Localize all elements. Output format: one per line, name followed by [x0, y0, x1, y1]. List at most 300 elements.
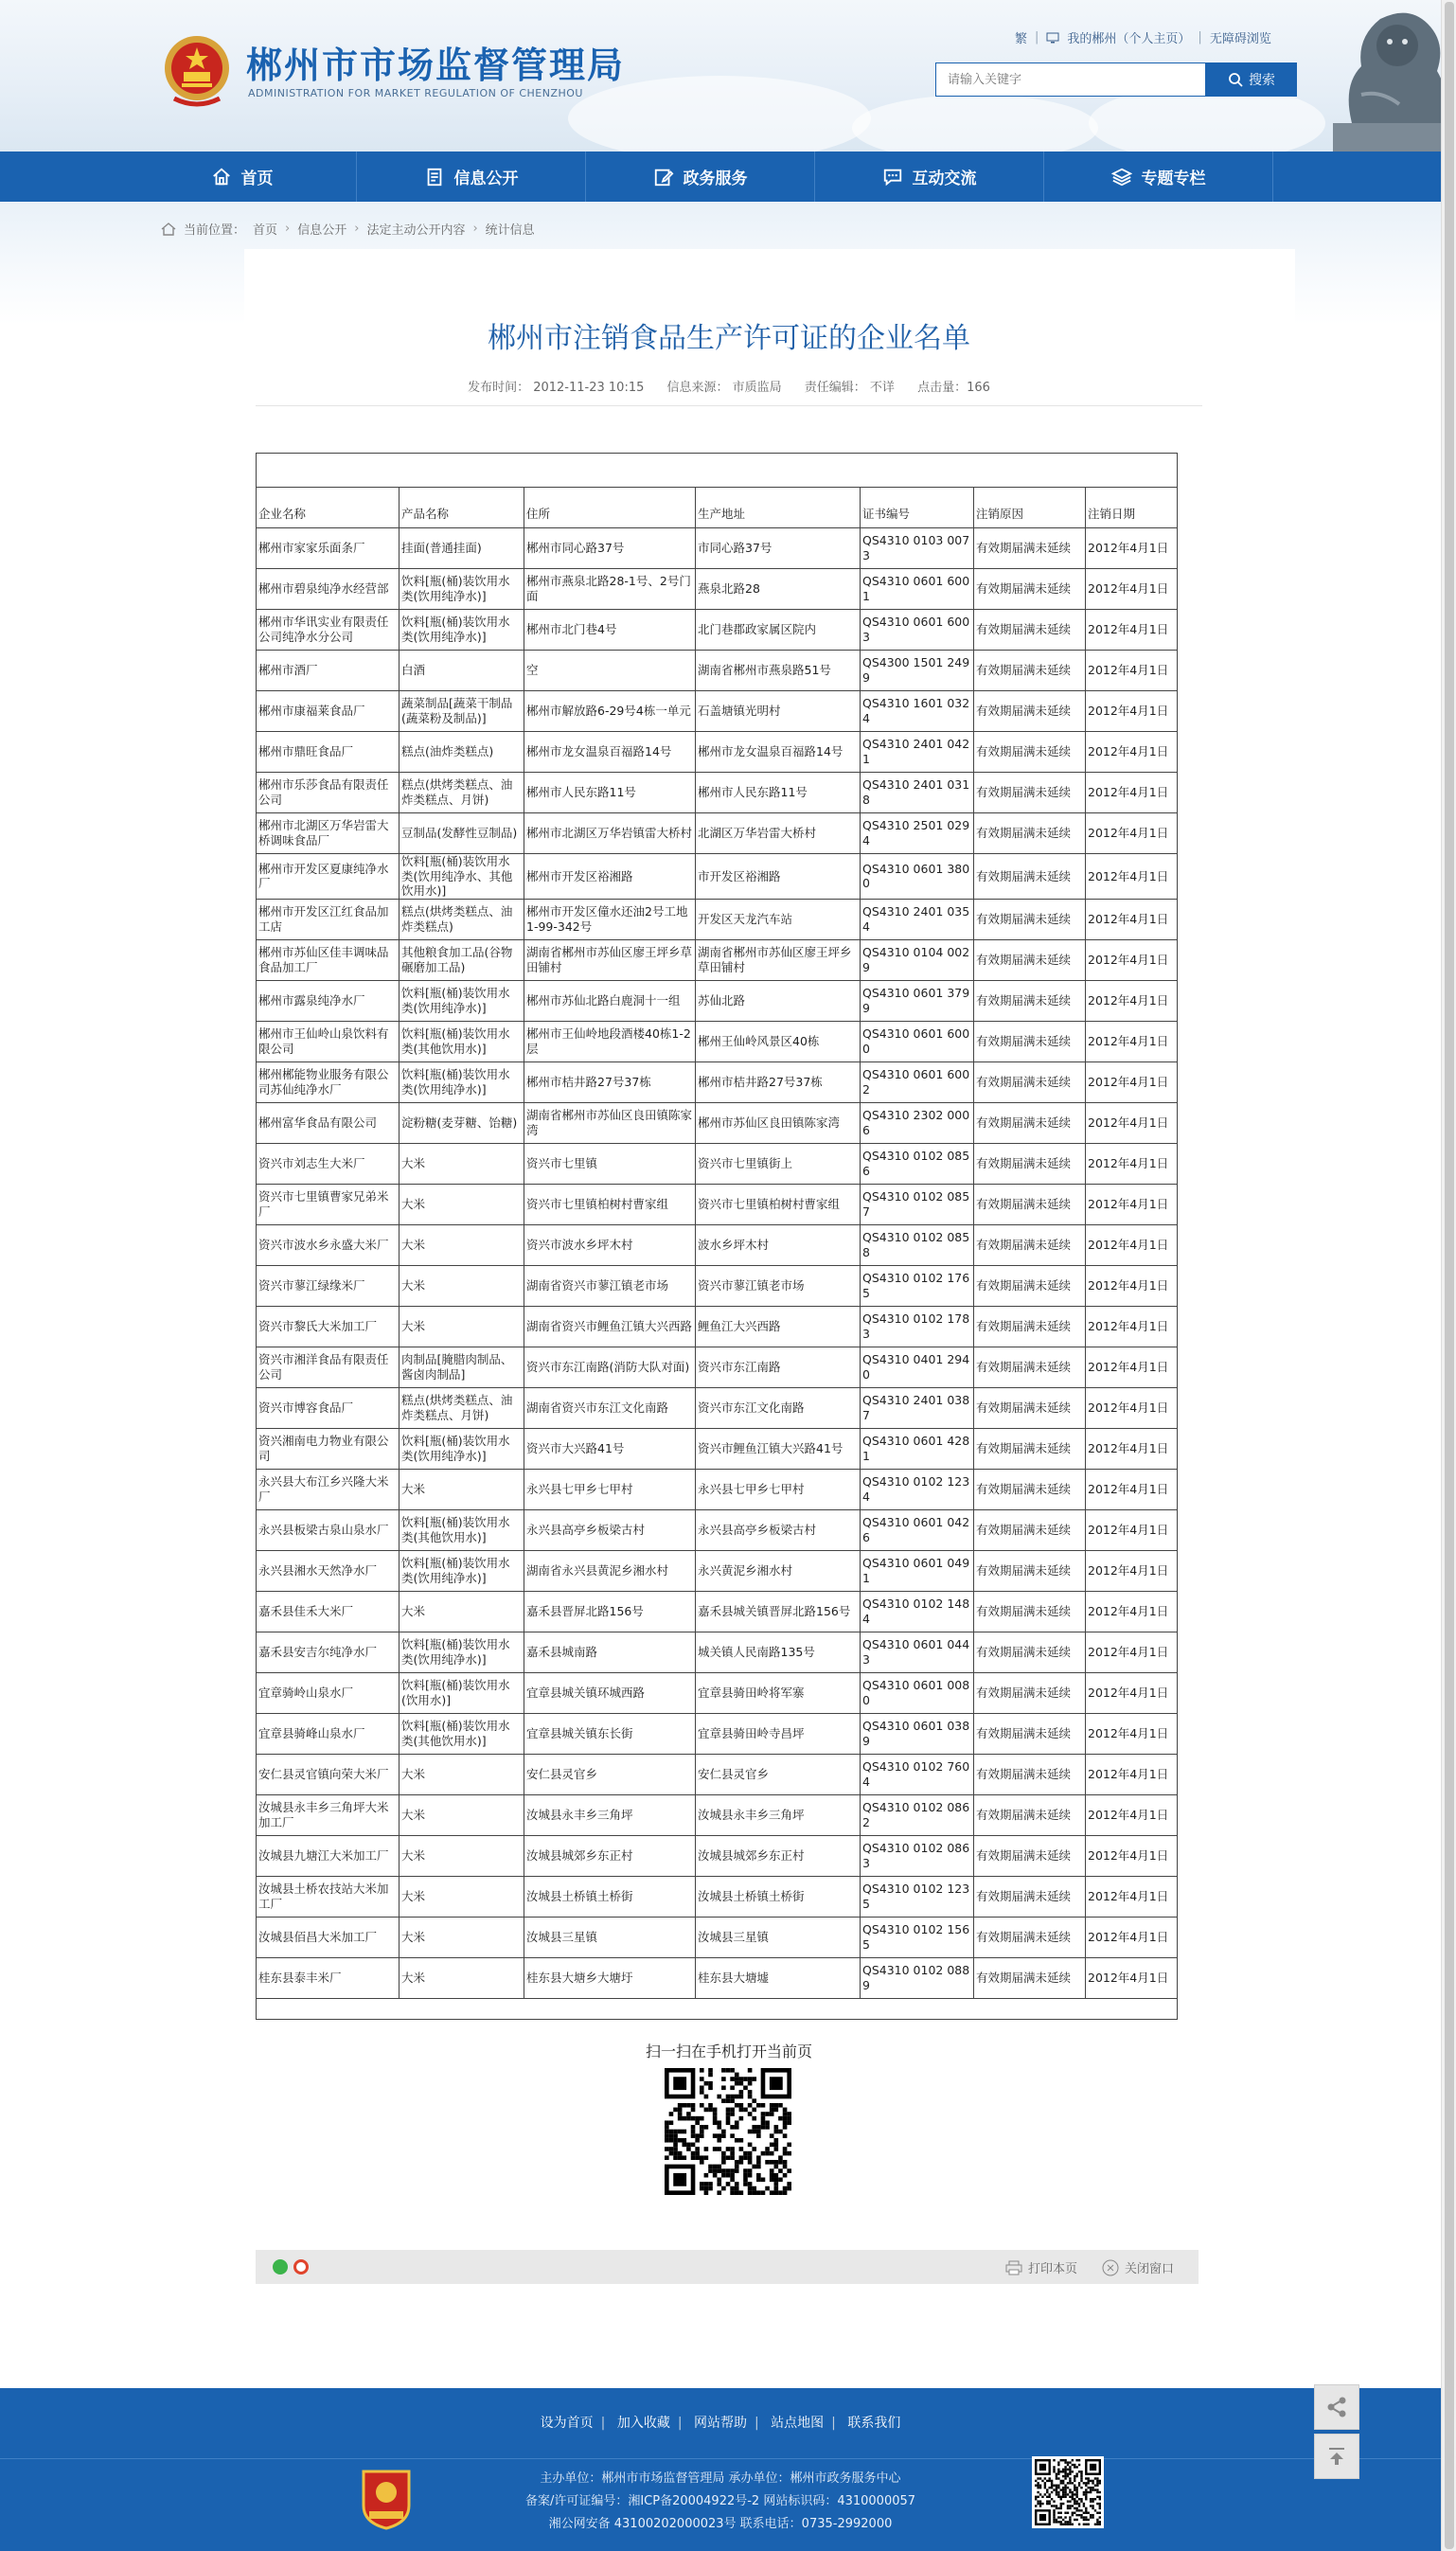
printer-icon: [1005, 2260, 1022, 2275]
site-header: [0, 0, 1456, 152]
table-cell: 郴州市家家乐面条厂: [257, 528, 400, 569]
national-emblem-icon: [161, 32, 233, 110]
table-cell: 饮料[瓶(桶)装饮用水类(饮用纯净水、其他饮用水)]: [400, 854, 524, 900]
table-cell: 资兴市七里镇柏树村曹家组: [524, 1184, 696, 1224]
table-cell: 有效期届满未延续: [974, 1347, 1086, 1387]
table-cell: 郴州市龙女温泉百福路14号: [524, 732, 696, 773]
table-cell: 郴州市解放路6-29号4栋一单元: [524, 691, 696, 732]
table-cell: 安仁县灵官乡: [696, 1754, 861, 1794]
table-cell: 大米: [400, 1591, 524, 1632]
table-row: [257, 1509, 1178, 1550]
table-cell: 2012年4月1日: [1086, 1061, 1178, 1102]
table-cell: 2012年4月1日: [1086, 1754, 1178, 1794]
table-cell: QS4310 2401 0387: [861, 1387, 974, 1428]
table-cell: 大米: [400, 1143, 524, 1184]
table-cell: 安仁县灵官乡: [524, 1754, 696, 1794]
table-cell: 2012年4月1日: [1086, 1224, 1178, 1265]
table-cell: 大米: [400, 1917, 524, 1957]
table-cell: 郴州市开发区僮水还油2号工地1-99-342号: [524, 899, 696, 939]
column-header: 住所: [524, 488, 696, 528]
site-subtitle: ADMINISTRATION FOR MARKET REGULATION OF CHENZHOU: [248, 87, 583, 99]
table-cell: 郴州市北门巷4号: [524, 610, 696, 651]
table-cell: 2012年4月1日: [1086, 899, 1178, 939]
nav-item-interaction[interactable]: [815, 152, 1044, 202]
table-cell: QS4310 2302 0006: [861, 1102, 974, 1143]
traditional-chinese-link[interactable]: 繁: [1015, 32, 1028, 46]
table-cell: 有效期届满未延续: [974, 813, 1086, 854]
table-cell: 郴州市北湖区万华岩镇雷大桥村: [524, 813, 696, 854]
table-cell: 资兴市七里镇柏树村曹家组: [696, 1184, 861, 1224]
table-cell: 有效期届满未延续: [974, 1794, 1086, 1835]
print-page-button[interactable]: [1005, 2258, 1077, 2276]
close-window-button[interactable]: [1102, 2258, 1174, 2276]
table-cell: QS4300 1501 2499: [861, 651, 974, 691]
breadcrumb-item-info[interactable]: 信息公开: [297, 223, 347, 238]
table-cell: 有效期届满未延续: [974, 1469, 1086, 1509]
article-title: 郴州市注销食品生产许可证的企业名单: [488, 322, 970, 355]
table-cell: 饮料[瓶(桶)装饮用水类(饮用纯净水)]: [400, 1632, 524, 1672]
table-cell: 郴州市华讯实业有限责任公司纯净水分公司: [257, 610, 400, 651]
accessibility-link[interactable]: 无障碍浏览: [1209, 32, 1271, 46]
table-header-row: [257, 488, 1178, 528]
table-cell: 大米: [400, 1224, 524, 1265]
table-cell: QS4310 0102 1484: [861, 1591, 974, 1632]
column-header: 产品名称: [400, 488, 524, 528]
table-cell: 2012年4月1日: [1086, 1917, 1178, 1957]
table-cell: QS4310 0103 0073: [861, 528, 974, 569]
home-icon: [161, 223, 176, 236]
column-header: 企业名称: [257, 488, 400, 528]
nav-item-home[interactable]: [128, 152, 357, 202]
table-cell: 资兴市波水乡永盛大米厂: [257, 1224, 400, 1265]
publish-time: 发布时间： 2012-11-23 10:15: [468, 381, 645, 395]
table-cell: 永兴黄泥乡湘水村: [696, 1550, 861, 1591]
table-row: [257, 1794, 1178, 1835]
table-cell: 2012年4月1日: [1086, 1672, 1178, 1713]
table-blank-row: [257, 454, 1178, 488]
table-cell: QS4310 0601 6001: [861, 569, 974, 610]
table-cell: 汝城县佰昌大米加工厂: [257, 1917, 400, 1957]
breadcrumb-separator: ›: [354, 222, 360, 236]
table-cell: 大米: [400, 1835, 524, 1876]
table-cell: QS4310 0104 0029: [861, 939, 974, 980]
table-cell: 有效期届满未延续: [974, 569, 1086, 610]
table-cell: 湖南省郴州市苏仙区廖王坪乡草田铺村: [696, 939, 861, 980]
search-button[interactable]: [1206, 62, 1297, 97]
table-cell: QS4310 0601 6003: [861, 610, 974, 651]
table-cell: QS4310 0102 0856: [861, 1143, 974, 1184]
table-cell: 糕点(烘烤类糕点、油炸类糕点、月饼): [400, 773, 524, 813]
table-row: [257, 1265, 1178, 1306]
table-row: [257, 610, 1178, 651]
table-cell: 资兴市七里镇: [524, 1143, 696, 1184]
table-cell: 饮料[瓶(桶)装饮用水类(其他饮用水)]: [400, 1021, 524, 1061]
table-cell: 饮料[瓶(桶)装饮用水类(其他饮用水)]: [400, 1509, 524, 1550]
table-cell: 桂东县大塘墟: [696, 1957, 861, 1998]
table-cell: QS4310 0102 1565: [861, 1917, 974, 1957]
table-row: [257, 1672, 1178, 1713]
footer-icp-info: 备案/许可证编号：湘ICP备20004922号-2 网站标识码：4310000057: [524, 2494, 916, 2508]
table-cell: 有效期届满未延续: [974, 854, 1086, 900]
table-cell: 郴州市碧泉纯净水经营部: [257, 569, 400, 610]
table-cell: 2012年4月1日: [1086, 1306, 1178, 1347]
table-cell: 汝城县土桥镇土桥街: [696, 1876, 861, 1917]
table-cell: 北湖区万华岩雷大桥村: [696, 813, 861, 854]
table-cell: 湖南省资兴市东江文化南路: [524, 1387, 696, 1428]
table-cell: 饮料[瓶(桶)装饮用水类(饮用纯净水)]: [400, 980, 524, 1021]
footer-police-info: 湘公网安备 43100202000023号 联系电话：0735-2992000: [548, 2517, 893, 2531]
table-cell: 有效期届满未延续: [974, 610, 1086, 651]
table-cell: 2012年4月1日: [1086, 569, 1178, 610]
nav-item-special-topics[interactable]: [1044, 152, 1273, 202]
search-input[interactable]: [935, 62, 1206, 97]
table-cell: QS4310 0601 0443: [861, 1632, 974, 1672]
stone-lion-icon: [1314, 0, 1456, 152]
nav-item-label: 政务服务: [683, 169, 748, 188]
table-cell: 2012年4月1日: [1086, 1835, 1178, 1876]
table-cell: 资兴市黎氏大米加工厂: [257, 1306, 400, 1347]
table-cell: 2012年4月1日: [1086, 1428, 1178, 1469]
table-cell: 大米: [400, 1265, 524, 1306]
share-icon: [1324, 2395, 1349, 2419]
table-cell: 资兴市波水乡坪木村: [524, 1224, 696, 1265]
table-cell: QS4310 2501 0294: [861, 813, 974, 854]
table-cell: QS4310 2401 0421: [861, 732, 974, 773]
table-row: [257, 1550, 1178, 1591]
column-header: 注销原因: [974, 488, 1086, 528]
table-cell: 资兴市蓼江绿缘米厂: [257, 1265, 400, 1306]
table-row: [257, 1835, 1178, 1876]
table-cell: 郴州市北湖区万华岩雷大桥调味食品厂: [257, 813, 400, 854]
table-cell: QS4310 0601 0491: [861, 1550, 974, 1591]
table-cell: 石盖塘镇光明村: [696, 691, 861, 732]
table-cell: 2012年4月1日: [1086, 854, 1178, 900]
table-cell: 有效期届满未延续: [974, 1387, 1086, 1428]
table-row: [257, 651, 1178, 691]
nav-item-info-disclosure[interactable]: [357, 152, 586, 202]
table-cell: 郴州郴能物业服务有限公司苏仙纯净水厂: [257, 1061, 400, 1102]
table-cell: 宜章县骑田岭将军寨: [696, 1672, 861, 1713]
table-cell: 鲤鱼江大兴西路: [696, 1306, 861, 1347]
top-links: [1015, 28, 1271, 46]
table-cell: 汝城县三星镇: [524, 1917, 696, 1957]
search-icon: [1228, 72, 1243, 87]
table-cell: 永兴县七甲乡七甲村: [524, 1469, 696, 1509]
nav-item-gov-services[interactable]: [586, 152, 815, 202]
table-cell: 大米: [400, 1794, 524, 1835]
footer-link-help[interactable]: 网站帮助: [694, 2416, 747, 2431]
table-cell: 郴州市乐莎食品有限责任公司: [257, 773, 400, 813]
table-cell: 资兴市七里镇曹家兄弟米厂: [257, 1184, 400, 1224]
table-cell: 资兴市蓼江镇老市场: [696, 1265, 861, 1306]
table-cell: 郴州市桔井路27号37栋: [524, 1061, 696, 1102]
footer-link-favorite[interactable]: 加入收藏: [616, 2416, 670, 2431]
table-cell: 湖南省资兴市蓼江镇老市场: [524, 1265, 696, 1306]
close-label: 关闭窗口: [1125, 2262, 1175, 2276]
footer-link-sitemap[interactable]: 站点地图: [771, 2416, 825, 2431]
footer-qr-code-image: [1032, 2456, 1104, 2528]
share-float-button[interactable]: [1314, 2384, 1359, 2430]
breadcrumb: [161, 220, 535, 238]
table-cell: 挂面(普通挂面): [400, 528, 524, 569]
table-row: [257, 939, 1178, 980]
table-cell: 郴州市酒厂: [257, 651, 400, 691]
back-to-top-button[interactable]: [1314, 2434, 1359, 2479]
table-cell: 饮料[瓶(桶)装饮用水类(饮用纯净水)]: [400, 1061, 524, 1102]
table-cell: 资兴市湘洋食品有限责任公司: [257, 1347, 400, 1387]
table-cell: 汝城县九塘江大米加工厂: [257, 1835, 400, 1876]
article-meta: [244, 377, 1214, 395]
table-cell: 2012年4月1日: [1086, 1713, 1178, 1754]
table-cell: 资兴湘南电力物业有限公司: [257, 1428, 400, 1469]
table-cell: 永兴县高亭乡板梁古村: [524, 1509, 696, 1550]
table-cell: 2012年4月1日: [1086, 1957, 1178, 1998]
table-cell: 郴州市燕泉北路28-1号、2号门面: [524, 569, 696, 610]
table-cell: 资兴市大兴路41号: [524, 1428, 696, 1469]
breadcrumb-item-statutory[interactable]: 法定主动公开内容: [366, 223, 466, 238]
table-row: [257, 1754, 1178, 1794]
nav-item-label: 专题专栏: [1141, 169, 1206, 188]
table-cell: 有效期届满未延续: [974, 1713, 1086, 1754]
table-cell: QS4310 0102 0889: [861, 1957, 974, 1998]
table-cell: 湖南省资兴市鲤鱼江镇大兴西路: [524, 1306, 696, 1347]
table-row: [257, 980, 1178, 1021]
table-row: [257, 813, 1178, 854]
site-title: 郴州市市场监督管理局: [246, 45, 626, 86]
table-cell: 2012年4月1日: [1086, 732, 1178, 773]
layers-icon: [1111, 167, 1132, 187]
table-cell: 波水乡坪木村: [696, 1224, 861, 1265]
table-cell: 城关镇人民南路135号: [696, 1632, 861, 1672]
table-cell: 其他粮食加工品(谷物碾磨加工品): [400, 939, 524, 980]
table-cell: 郴州市开发区江红食品加工店: [257, 899, 400, 939]
table-row: [257, 1387, 1178, 1428]
table-cell: QS4310 0601 3800: [861, 854, 974, 900]
table-cell: 糕点(烘烤类糕点、油炸类糕点、月饼): [400, 1387, 524, 1428]
table-cell: 开发区天龙汽车站: [696, 899, 861, 939]
footer-link-homepage[interactable]: 设为首页: [540, 2416, 594, 2431]
table-cell: 豆制品(发酵性豆制品): [400, 813, 524, 854]
table-cell: QS4310 2401 0318: [861, 773, 974, 813]
table-cell: QS4310 1601 0324: [861, 691, 974, 732]
table-row: [257, 1876, 1178, 1917]
breadcrumb-prefix: 当前位置：: [184, 223, 246, 238]
main-nav: [0, 152, 1441, 202]
data-table: [256, 453, 1178, 2020]
table-cell: 2012年4月1日: [1086, 1591, 1178, 1632]
table-cell: 有效期届满未延续: [974, 1021, 1086, 1061]
table-cell: 2012年4月1日: [1086, 1550, 1178, 1591]
revoked-license-table: [256, 453, 1177, 2020]
table-row: [257, 528, 1178, 569]
table-cell: QS4310 0102 1234: [861, 1469, 974, 1509]
table-row: [257, 1917, 1178, 1957]
table-cell: 饮料[瓶(桶)装饮用水类(饮用纯净水)]: [400, 1428, 524, 1469]
table-row: [257, 1143, 1178, 1184]
table-cell: 永兴县板梁古泉山泉水厂: [257, 1509, 400, 1550]
footer-link-contact[interactable]: 联系我们: [847, 2416, 901, 2431]
table-row: [257, 773, 1178, 813]
table-cell: 有效期届满未延续: [974, 1591, 1086, 1632]
table-cell: 北门巷郡政家属区院内: [696, 610, 861, 651]
table-cell: 宜章县城关镇东长街: [524, 1713, 696, 1754]
table-cell: 2012年4月1日: [1086, 1876, 1178, 1917]
table-cell: 郴州市桔井路27号37栋: [696, 1061, 861, 1102]
table-cell: 湖南省永兴县黄泥乡湘水村: [524, 1550, 696, 1591]
table-cell: 2012年4月1日: [1086, 1143, 1178, 1184]
table-cell: QS4310 0102 1235: [861, 1876, 974, 1917]
table-row: [257, 732, 1178, 773]
print-label: 打印本页: [1028, 2262, 1078, 2276]
table-cell: 2012年4月1日: [1086, 1387, 1178, 1428]
table-cell: 有效期届满未延续: [974, 1509, 1086, 1550]
table-cell: 资兴市鲤鱼江镇大兴路41号: [696, 1428, 861, 1469]
table-cell: 宜章县骑峰山泉水厂: [257, 1713, 400, 1754]
table-row: [257, 1102, 1178, 1143]
table-cell: 湖南省郴州市苏仙区良田镇陈家湾: [524, 1102, 696, 1143]
breadcrumb-separator: ›: [285, 222, 291, 236]
table-cell: 有效期届满未延续: [974, 1061, 1086, 1102]
table-cell: 2012年4月1日: [1086, 1265, 1178, 1306]
table-cell: 汝城县土桥镇土桥街: [524, 1876, 696, 1917]
table-cell: 2012年4月1日: [1086, 1632, 1178, 1672]
table-cell: 2012年4月1日: [1086, 1469, 1178, 1509]
table-cell: QS4310 0102 1783: [861, 1306, 974, 1347]
table-cell: QS4310 0601 6000: [861, 1021, 974, 1061]
table-cell: 郴州市王仙岭地段酒楼40栋1-2层: [524, 1021, 696, 1061]
table-cell: 有效期届满未延续: [974, 1550, 1086, 1591]
table-cell: 有效期届满未延续: [974, 1754, 1086, 1794]
table-cell: 淀粉糖(麦芽糖、饴糖): [400, 1102, 524, 1143]
table-cell: 郴州市人民东路11号: [524, 773, 696, 813]
table-cell: 市同心路37号: [696, 528, 861, 569]
table-cell: 苏仙北路: [696, 980, 861, 1021]
table-cell: 2012年4月1日: [1086, 610, 1178, 651]
table-cell: 2012年4月1日: [1086, 1794, 1178, 1835]
table-cell: 空: [524, 651, 696, 691]
table-cell: 郴州市同心路37号: [524, 528, 696, 569]
weibo-share-icon[interactable]: [293, 2259, 309, 2274]
table-row: [257, 1632, 1178, 1672]
table-cell: 郴州市开发区夏康纯净水厂: [257, 854, 400, 900]
table-cell: 郴州市人民东路11号: [696, 773, 861, 813]
nav-item-label: 互动交流: [912, 169, 977, 188]
search-button-label: 搜索: [1249, 73, 1275, 88]
table-cell: 2012年4月1日: [1086, 1347, 1178, 1387]
table-cell: 燕泉北路28: [696, 569, 861, 610]
table-cell: 资兴市七里镇街上: [696, 1143, 861, 1184]
table-cell: 永兴县高亭乡板梁古村: [696, 1509, 861, 1550]
table-cell: 2012年4月1日: [1086, 1184, 1178, 1224]
table-cell: 有效期届满未延续: [974, 651, 1086, 691]
page-scrollbar[interactable]: [1441, 0, 1456, 2551]
table-cell: 桂东县大塘乡大塘圩: [524, 1957, 696, 1998]
home-icon: [211, 167, 232, 187]
qr-caption: 扫一扫在手机打开当前页: [645, 2043, 812, 2060]
breadcrumb-item-statistics[interactable]: 统计信息: [485, 223, 535, 238]
scrollbar-thumb[interactable]: [1445, 2, 1454, 2549]
separator: |: [1198, 30, 1202, 45]
table-cell: QS4310 0102 0862: [861, 1794, 974, 1835]
table-cell: QS4310 0102 0858: [861, 1224, 974, 1265]
footer-info: [0, 2468, 1441, 2536]
table-cell: 汝城县永丰乡三角坪: [524, 1794, 696, 1835]
table-row: [257, 1061, 1178, 1102]
table-cell: QS4310 0102 1765: [861, 1265, 974, 1306]
table-cell: 有效期届满未延续: [974, 1957, 1086, 1998]
table-cell: QS4310 0601 3799: [861, 980, 974, 1021]
arrow-up-icon: [1325, 2445, 1348, 2468]
header-cloud-decoration: [852, 95, 1098, 152]
table-cell: 宜章骑岭山泉水厂: [257, 1672, 400, 1713]
breadcrumb-item-home[interactable]: 首页: [253, 223, 278, 238]
footer-host-info: 主办单位：郴州市市场监督管理局 承办单位：郴州市政务服务中心: [540, 2471, 901, 2486]
table-row: [257, 1469, 1178, 1509]
table-cell: 有效期届满未延续: [974, 1143, 1086, 1184]
table-cell: 汝城县土桥农技站大米加工厂: [257, 1876, 400, 1917]
divider: [256, 405, 1202, 406]
breadcrumb-separator: ›: [472, 222, 478, 236]
table-cell: 2012年4月1日: [1086, 980, 1178, 1021]
table-cell: QS4310 0102 0863: [861, 1835, 974, 1876]
table-cell: QS4310 0601 0426: [861, 1509, 974, 1550]
table-cell: 有效期届满未延续: [974, 1184, 1086, 1224]
table-cell: 桂东县泰丰米厂: [257, 1957, 400, 1998]
table-cell: 郴州市露泉纯净水厂: [257, 980, 400, 1021]
table-cell: 嘉禾县安吉尔纯净水厂: [257, 1632, 400, 1672]
share-bar: [256, 2250, 1199, 2284]
wechat-share-icon[interactable]: [273, 2259, 288, 2274]
table-cell: 宜章县城关镇环城西路: [524, 1672, 696, 1713]
table-cell: 2012年4月1日: [1086, 813, 1178, 854]
table-cell: 市开发区裕湘路: [696, 854, 861, 900]
table-cell: 汝城县城郊乡东正村: [696, 1835, 861, 1876]
my-chenzhou-link[interactable]: 我的郴州（个人主页）: [1067, 32, 1191, 46]
table-cell: 汝城县永丰乡三角坪大米加工厂: [257, 1794, 400, 1835]
table-cell: 饮料[瓶(桶)装饮用水(饮用水)]: [400, 1672, 524, 1713]
table-cell: QS4310 0601 4281: [861, 1428, 974, 1469]
table-cell: 饮料[瓶(桶)装饮用水类(饮用纯净水)]: [400, 569, 524, 610]
table-cell: 有效期届满未延续: [974, 1428, 1086, 1469]
table-cell: 湖南省郴州市燕泉路51号: [696, 651, 861, 691]
table-cell: 有效期届满未延续: [974, 1102, 1086, 1143]
table-cell: 有效期届满未延续: [974, 1265, 1086, 1306]
table-row: [257, 854, 1178, 900]
table-cell: 郴州市龙女温泉百福路14号: [696, 732, 861, 773]
table-cell: 2012年4月1日: [1086, 691, 1178, 732]
info-source: 信息来源： 市质监局: [666, 381, 782, 395]
edit-icon: [653, 167, 674, 187]
table-cell: 有效期届满未延续: [974, 939, 1086, 980]
table-cell: 大米: [400, 1957, 524, 1998]
table-cell: 有效期届满未延续: [974, 1835, 1086, 1876]
table-row: [257, 1306, 1178, 1347]
table-cell: 郴州市苏仙北路白鹿洞十一组: [524, 980, 696, 1021]
column-header: 证书编号: [861, 488, 974, 528]
table-cell: 有效期届满未延续: [974, 1632, 1086, 1672]
table-cell: 蔬菜制品[蔬菜干制品(蔬菜粉及制品)]: [400, 691, 524, 732]
table-cell: 有效期届满未延续: [974, 1224, 1086, 1265]
table-row: [257, 569, 1178, 610]
table-cell: 资兴市博容食品厂: [257, 1387, 400, 1428]
table-cell: 2012年4月1日: [1086, 773, 1178, 813]
table-cell: 永兴县大布江乡兴隆大米厂: [257, 1469, 400, 1509]
share-icons: [273, 2259, 309, 2274]
table-cell: 资兴市刘志生大米厂: [257, 1143, 400, 1184]
table-cell: 安仁县灵官镇向荣大米厂: [257, 1754, 400, 1794]
table-cell: 肉制品[腌腊肉制品、酱卤肉制品]: [400, 1347, 524, 1387]
table-cell: 有效期届满未延续: [974, 1306, 1086, 1347]
